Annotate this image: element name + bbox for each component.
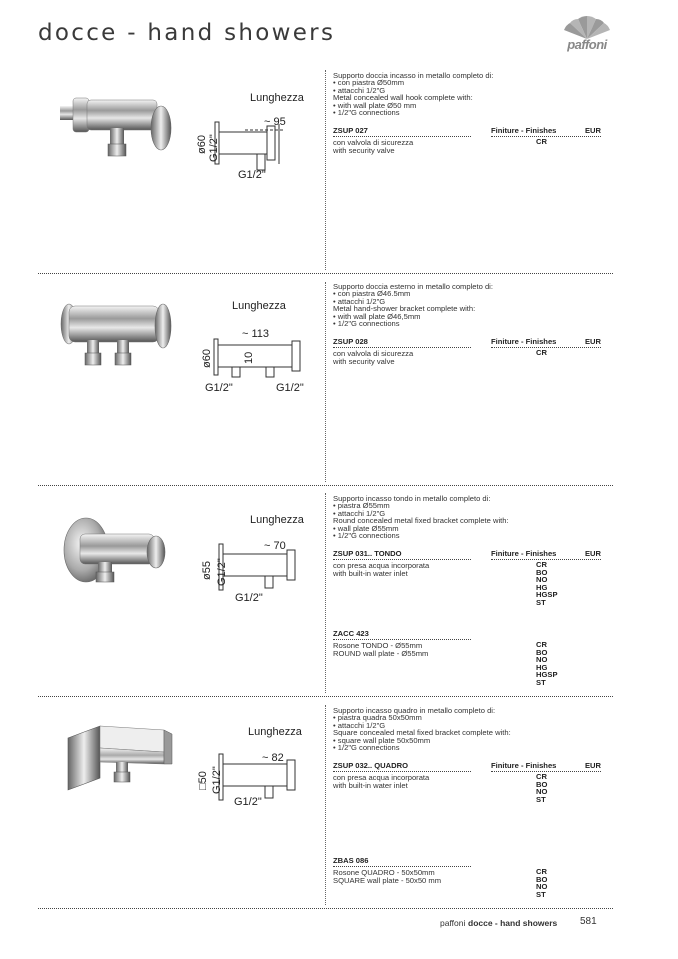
- length-dimension: ~ 113: [242, 328, 270, 340]
- finishes-label: Finiture - Finishes: [491, 126, 557, 135]
- technical-drawing-icon: [215, 540, 310, 600]
- section-divider: [38, 273, 613, 274]
- finish-codes: CR BO NO HG HGSP ST: [536, 560, 558, 607]
- diameter-dimension: ø60: [196, 135, 208, 154]
- paffoni-logo: paffoni: [556, 15, 618, 55]
- finish-codes: CR BO NO ST: [536, 867, 548, 899]
- accessory-description: Rosone TONDO - Ø55mm ROUND wall plate - Ø55mm: [333, 641, 429, 659]
- length-dimension: ~ 82: [262, 752, 284, 764]
- finishes-label: Finiture - Finishes: [491, 761, 557, 770]
- thread-horizontal-dimension: G1/2": [235, 592, 263, 604]
- lunghezza-label: Lunghezza: [250, 514, 304, 526]
- thread-vertical-dimension: G1/2": [211, 766, 223, 794]
- column-divider: [325, 493, 326, 693]
- product-description: Supporto incasso quadro in metallo completo di: • piastra quadra 50x50mm • attacchi 1/2"G Square concealed metal fixed bracket complete with: • square wall plate 50x50mm • 1/2"G connections: [333, 706, 511, 753]
- thread-right-dimension: G1/2": [276, 382, 304, 394]
- round-bracket-photo-icon: [60, 512, 175, 592]
- finish-codes: CR: [536, 137, 547, 146]
- product-code: ZACC 423: [333, 629, 369, 638]
- product-code: ZSUP 032.. QUADRO: [333, 761, 408, 770]
- product-code: ZBAS 086: [333, 856, 369, 865]
- product-code: ZSUP 031.. TONDO: [333, 549, 402, 558]
- section-divider: [38, 485, 613, 486]
- thread-horizontal-dimension: G1/2": [234, 796, 262, 808]
- eur-label: EUR: [584, 761, 601, 770]
- lunghezza-label: Lunghezza: [248, 726, 302, 738]
- product-code: ZSUP 027: [333, 126, 368, 135]
- page-number: 581: [580, 916, 597, 927]
- length-dimension: ~ 70: [264, 540, 286, 552]
- page-title: docce - hand showers: [38, 20, 336, 46]
- column-divider: [325, 705, 326, 905]
- finish-codes: CR BO NO ST: [536, 772, 548, 804]
- hand-shower-bracket-photo-icon: [55, 298, 185, 378]
- spacing-dimension: 10: [243, 351, 255, 364]
- footer-section: docce - hand showers: [468, 918, 558, 928]
- wall-hook-photo-icon: [55, 92, 180, 167]
- thread-vertical-dimension: G1/2": [208, 134, 220, 162]
- section-divider: [38, 696, 613, 697]
- thread-left-dimension: G1/2": [205, 382, 233, 394]
- eur-label: EUR: [584, 337, 601, 346]
- column-divider: [325, 70, 326, 270]
- product-sub-description: con presa acqua incorporata with built-in water inlet: [333, 561, 430, 579]
- product-sub-description: con presa acqua incorporata with built-in water inlet: [333, 773, 430, 791]
- finishes-label: Finiture - Finishes: [491, 549, 557, 558]
- product-sub-description: con valvola di sicurezza with security valve: [333, 138, 414, 156]
- eur-label: EUR: [584, 126, 601, 135]
- diameter-dimension: ø55: [201, 561, 213, 580]
- finish-codes: CR BO NO HG HGSP ST: [536, 640, 558, 687]
- square-bracket-photo-icon: [60, 718, 180, 798]
- product-code: ZSUP 028: [333, 337, 368, 346]
- footer-brand: paffoni: [440, 918, 466, 928]
- lunghezza-label: Lunghezza: [250, 92, 304, 104]
- thread-vertical-dimension: G1/2": [216, 558, 228, 586]
- eur-label: EUR: [584, 549, 601, 558]
- section-divider: [38, 908, 613, 909]
- finishes-label: Finiture - Finishes: [491, 337, 557, 346]
- product-description: Supporto incasso tondo in metallo completo di: • piastra Ø55mm • attacchi 1/2"G Round concealed metal fixed bracket complete with: • wall plate Ø55mm • 1/2"G connections: [333, 494, 509, 541]
- square-dimension: □50: [197, 771, 209, 790]
- finish-codes: CR: [536, 348, 547, 357]
- column-divider: [325, 282, 326, 482]
- thread-horizontal-dimension: G1/2": [238, 169, 266, 181]
- product-sub-description: con valvola di sicurezza with security valve: [333, 349, 414, 367]
- technical-drawing-icon: [210, 335, 310, 385]
- lunghezza-label: Lunghezza: [232, 300, 286, 312]
- length-dimension: ~ 95: [264, 116, 286, 128]
- product-description: Supporto doccia esterno in metallo completo di: • con piastra Ø46.5mm • attacchi 1/2"G Metal hand-shower bracket complete with: • with wall plate Ø46,5mm • 1/2"G connections: [333, 282, 493, 329]
- diameter-dimension: ø60: [201, 349, 213, 368]
- accessory-description: Rosone QUADRO - 50x50mm SQUARE wall plate - 50x50 mm: [333, 868, 442, 886]
- product-description: Supporto doccia incasso in metallo completo di: • con piastra Ø50mm • attacchi 1/2"G Metal concealed wall hook complete with: • with wall plate Ø50 mm • 1/2"G connections: [333, 71, 494, 118]
